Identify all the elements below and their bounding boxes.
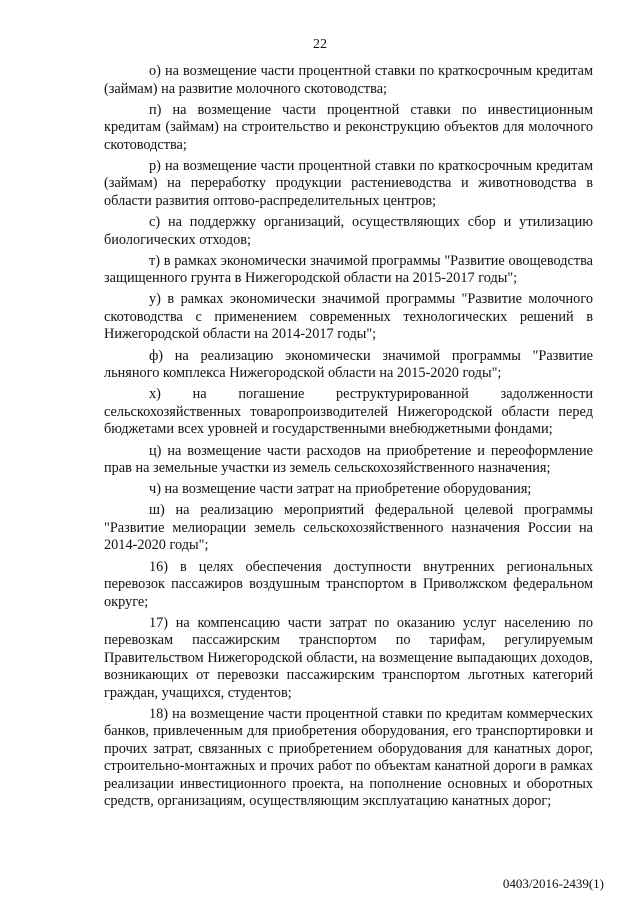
paragraph-f: ф) на реализацию экономически значимой программы "Развитие льняного комплекса Нижегородской области на 2015-2020 годы"; <box>104 347 593 382</box>
paragraph-16: 16) в целях обеспечения доступности внутренних региональных перевозок пассажиров воздушным транспортом в Приволжском федеральном округе; <box>104 558 593 610</box>
document-body <box>104 63 593 815</box>
paragraph-t: т) в рамках экономически значимой программы "Развитие овощеводства защищенного грунта в Нижегородской области на 2015-2017 годы"; <box>104 252 593 287</box>
paragraph-r: р) на возмещение части процентной ставки по краткосрочным кредитам (займам) на переработку продукции растениеводства и животноводства в области развития оптово-распределительных центров; <box>104 157 593 209</box>
paragraph-p: п) на возмещение части процентной ставки по инвестиционным кредитам (займам) на строительство и реконструкцию объектов для молочного скотоводства; <box>104 101 593 153</box>
page-number: 22 <box>313 37 327 52</box>
paragraph-u: у) в рамках экономически значимой программы "Развитие молочного скотоводства с применением современных технологических решений в Нижегородской области на 2014-2017 годы"; <box>104 291 593 343</box>
paragraph-sh: ш) на реализацию мероприятий федеральной целевой программы "Развитие мелиорации земель сельскохозяйственного назначения России на 2014-2020 годы"; <box>104 502 593 554</box>
paragraph-ts: ц) на возмещение части расходов на приобретение и переоформление прав на земельные участки из земель сельскохозяйственного назначения; <box>104 442 593 476</box>
paragraph-kh: х) на погашение реструктурированной задолженности сельскохозяйственных товаропроизводителей Нижегородской области перед бюджетами всех уровней и государственными внебюджетными фондами; <box>104 386 593 438</box>
paragraph-17: 17) на компенсацию части затрат по оказанию услуг населению по перевозкам пассажирским транспортом по тарифам, регулируемым Правительством Нижегородской области, на возмещение выпадающих доходов, возникающих от перевозки пассажирским транспортом льготных категорий граждан, учащихся, студентов; <box>104 614 593 701</box>
document-code: 0403/2016-2439(1) <box>502 876 604 891</box>
paragraph-ch: ч) на возмещение части затрат на приобретение оборудования; <box>149 481 532 498</box>
paragraph-18: 18) на возмещение части процентной ставки по кредитам коммерческих банков, привлеченным для приобретения оборудования, его транспортировки и прочих затрат, связанных с приобретением оборудования для канатных дорог, строительно-монтажных и прочих работ по объектам канатной дороги в рамках реализации инвестиционного проекта, на пополнение основных и оборотных средств, организациям, осуществляющим эксплуатацию канатных дорог; <box>104 705 593 810</box>
paragraph-o: о) на возмещение части процентной ставки по краткосрочным кредитам (займам) на развитие молочного скотоводства; <box>104 63 593 97</box>
paragraph-s: с) на поддержку организаций, осуществляющих сбор и утилизацию биологических отходов; <box>104 214 593 248</box>
